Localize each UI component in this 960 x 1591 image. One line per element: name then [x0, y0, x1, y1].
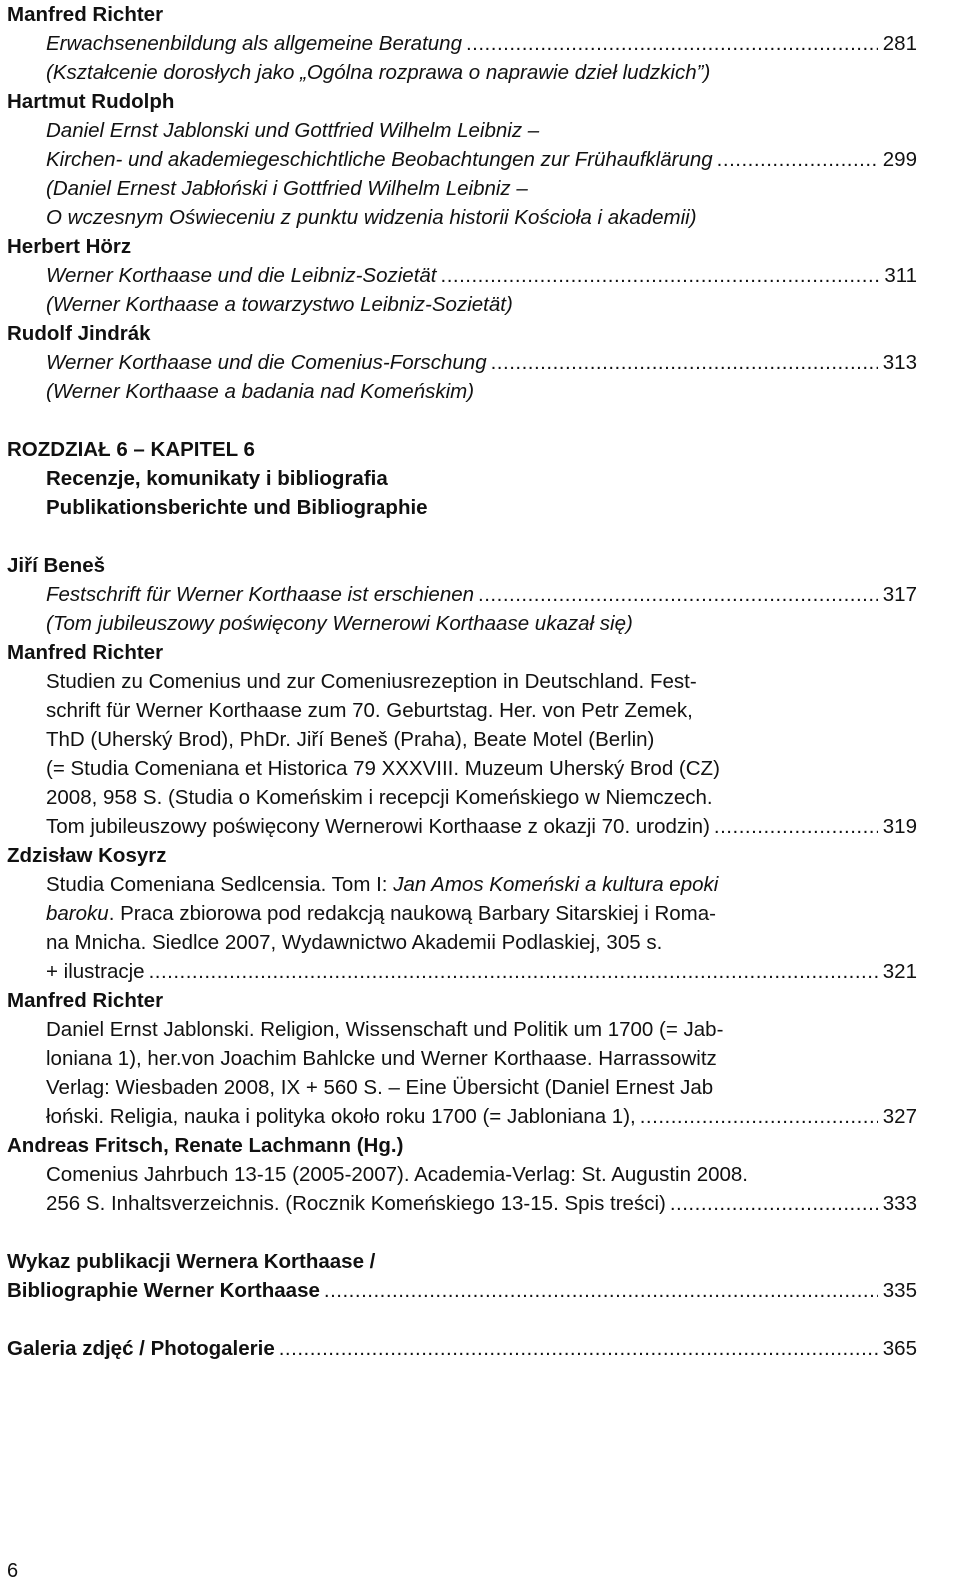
entry-text-line: Comenius Jahrbuch 13-15 (2005-2007). Academia-Verlag: St. Augustin 2008.	[46, 1163, 748, 1186]
entry-text-line: Daniel Ernst Jablonski. Religion, Wissenschaft und Politik um 1700 (= Jab-	[46, 1018, 724, 1041]
dot-leader	[717, 145, 878, 174]
toc-entry-row[interactable]	[7, 1276, 917, 1305]
entry-text-line: 2008, 958 S. (Studia o Komeńskim i recepcji Komeńskiego w Niemczech.	[46, 786, 713, 809]
entry-author: Manfred Richter	[7, 989, 164, 1012]
entry-text-plain: . Praca zbiorowa pod redakcją naukową Barbary Sitarskiej i Roma-	[108, 902, 716, 925]
entry-text-line: Tom jubileuszowy poświęcony Wernerowi Korthaase z okazji 70. urodzin)	[46, 815, 710, 838]
entry-author: Manfred Richter	[7, 3, 164, 26]
page-ref: 313	[882, 351, 917, 374]
spacer	[7, 1305, 917, 1334]
chapter-title-pl: Recenzje, komunikaty i bibliografia	[46, 467, 388, 490]
toc-entry-row[interactable]	[46, 29, 917, 58]
chapter-title-de: Publikationsberichte und Bibliographie	[46, 496, 428, 519]
page-ref: 335	[882, 1279, 917, 1302]
spacer	[7, 1218, 917, 1247]
entry-translation: (Daniel Ernest Jabłoński i Gottfried Wilhelm Leibniz –	[46, 177, 528, 200]
dot-leader	[491, 348, 878, 377]
dot-leader	[466, 29, 878, 58]
page-ref: 281	[882, 32, 917, 55]
page-ref: 327	[882, 1105, 917, 1128]
dot-leader	[279, 1334, 878, 1363]
toc-entry-row[interactable]	[7, 1334, 917, 1363]
entry-text-line: Studien zu Comenius und zur Comeniusrezeption in Deutschland. Fest-	[46, 670, 697, 693]
gallery-title: Galeria zdjęć / Photogalerie	[7, 1337, 275, 1360]
entry-text-line	[46, 870, 917, 899]
entry-text-line: + ilustracje	[46, 960, 145, 983]
page-ref: 365	[882, 1337, 917, 1360]
entry-translation: (Tom jubileuszowy poświęcony Wernerowi Korthaase ukazał się)	[46, 612, 633, 635]
entry-text-line: loniana 1), her.von Joachim Bahlcke und Werner Korthaase. Harrassowitz	[46, 1047, 717, 1070]
dot-leader	[714, 812, 878, 841]
page-ref: 319	[882, 815, 917, 838]
entry-text-italic: Jan Amos Komeński a kultura epoki	[393, 873, 719, 896]
entry-text-line: schrift für Werner Korthaase zum 70. Geburtstag. Her. von Petr Zemek,	[46, 699, 693, 722]
entry-title: Kirchen- und akademiegeschichtliche Beobachtungen zur Frühaufklärung	[46, 148, 713, 171]
entry-translation: O wczesnym Oświeceniu z punktu widzenia historii Kościoła i akademii)	[46, 206, 697, 229]
page-ref: 321	[882, 960, 917, 983]
toc-entry-row[interactable]	[46, 261, 917, 290]
entry-author: Manfred Richter	[7, 641, 164, 664]
toc-entry-row[interactable]	[46, 1102, 917, 1131]
entry-text-plain: Studia Comeniana Sedlcensia. Tom I:	[46, 873, 394, 896]
entry-author: Andreas Fritsch, Renate Lachmann (Hg.)	[7, 1134, 404, 1157]
dot-leader	[640, 1102, 878, 1131]
toc-entry-row[interactable]	[46, 580, 917, 609]
entry-author: Zdzisław Kosyrz	[7, 844, 167, 867]
toc-entry-row[interactable]	[46, 812, 917, 841]
spacer	[7, 522, 917, 551]
entry-text-line: na Mnicha. Siedlce 2007, Wydawnictwo Akademii Podlaskiej, 305 s.	[46, 931, 663, 954]
entry-translation: (Kształcenie dorosłych jako „Ogólna rozprawa o naprawie dzieł ludzkich”)	[46, 61, 711, 84]
bibliography-title: Bibliographie Werner Korthaase	[7, 1279, 320, 1302]
entry-title: Festschrift für Werner Korthaase ist erschienen	[46, 583, 475, 606]
entry-text-line: Verlag: Wiesbaden 2008, IX + 560 S. – Eine Übersicht (Daniel Ernest Jab	[46, 1076, 714, 1099]
entry-text-italic: baroku	[46, 902, 109, 925]
entry-author: Rudolf Jindrák	[7, 322, 151, 345]
entry-text-line: 256 S. Inhaltsverzeichnis. (Rocznik Komeńskiego 13-15. Spis treści)	[46, 1192, 666, 1215]
spacer	[7, 406, 917, 435]
entry-text-line	[46, 899, 917, 928]
entry-text-line: łoński. Religia, nauka i polityka około roku 1700 (= Jabloniana 1),	[46, 1105, 636, 1128]
entry-author: Herbert Hörz	[7, 235, 132, 258]
page-ref: 317	[882, 583, 917, 606]
bibliography-title: Wykaz publikacji Wernera Korthaase /	[7, 1250, 376, 1273]
entry-title: Werner Korthaase und die Comenius-Forschung	[46, 351, 487, 374]
entry-author: Jiří Beneš	[7, 554, 105, 577]
dot-leader	[670, 1189, 878, 1218]
entry-text-line: (= Studia Comeniana et Historica 79 XXXVIII. Muzeum Uherský Brod (CZ)	[46, 757, 720, 780]
entry-title: Werner Korthaase und die Leibniz-Sozietät	[46, 264, 437, 287]
entry-translation: (Werner Korthaase a towarzystwo Leibniz-Sozietät)	[46, 293, 513, 316]
toc-entry-row[interactable]	[46, 145, 917, 174]
entry-title: Erwachsenenbildung als allgemeine Beratung	[46, 32, 462, 55]
entry-text-line: ThD (Uherský Brod), PhDr. Jiří Beneš (Praha), Beate Motel (Berlin)	[46, 728, 655, 751]
page-number: 6	[7, 1560, 19, 1582]
page-ref: 299	[882, 148, 917, 171]
dot-leader	[149, 957, 878, 986]
entry-title: Daniel Ernst Jablonski und Gottfried Wilhelm Leibniz –	[46, 119, 540, 142]
toc-entry-row[interactable]	[46, 957, 917, 986]
toc-entry-row[interactable]	[46, 1189, 917, 1218]
dot-leader	[478, 580, 878, 609]
chapter-heading: ROZDZIAŁ 6 – KAPITEL 6	[7, 438, 255, 461]
dot-leader	[324, 1276, 878, 1305]
toc-entry-row[interactable]	[46, 348, 917, 377]
page-ref: 333	[882, 1192, 917, 1215]
table-of-contents	[7, 0, 917, 1363]
entry-author: Hartmut Rudolph	[7, 90, 175, 113]
page-ref: 311	[884, 264, 917, 287]
entry-translation: (Werner Korthaase a badania nad Komeńskim)	[46, 380, 475, 403]
dot-leader	[441, 261, 880, 290]
